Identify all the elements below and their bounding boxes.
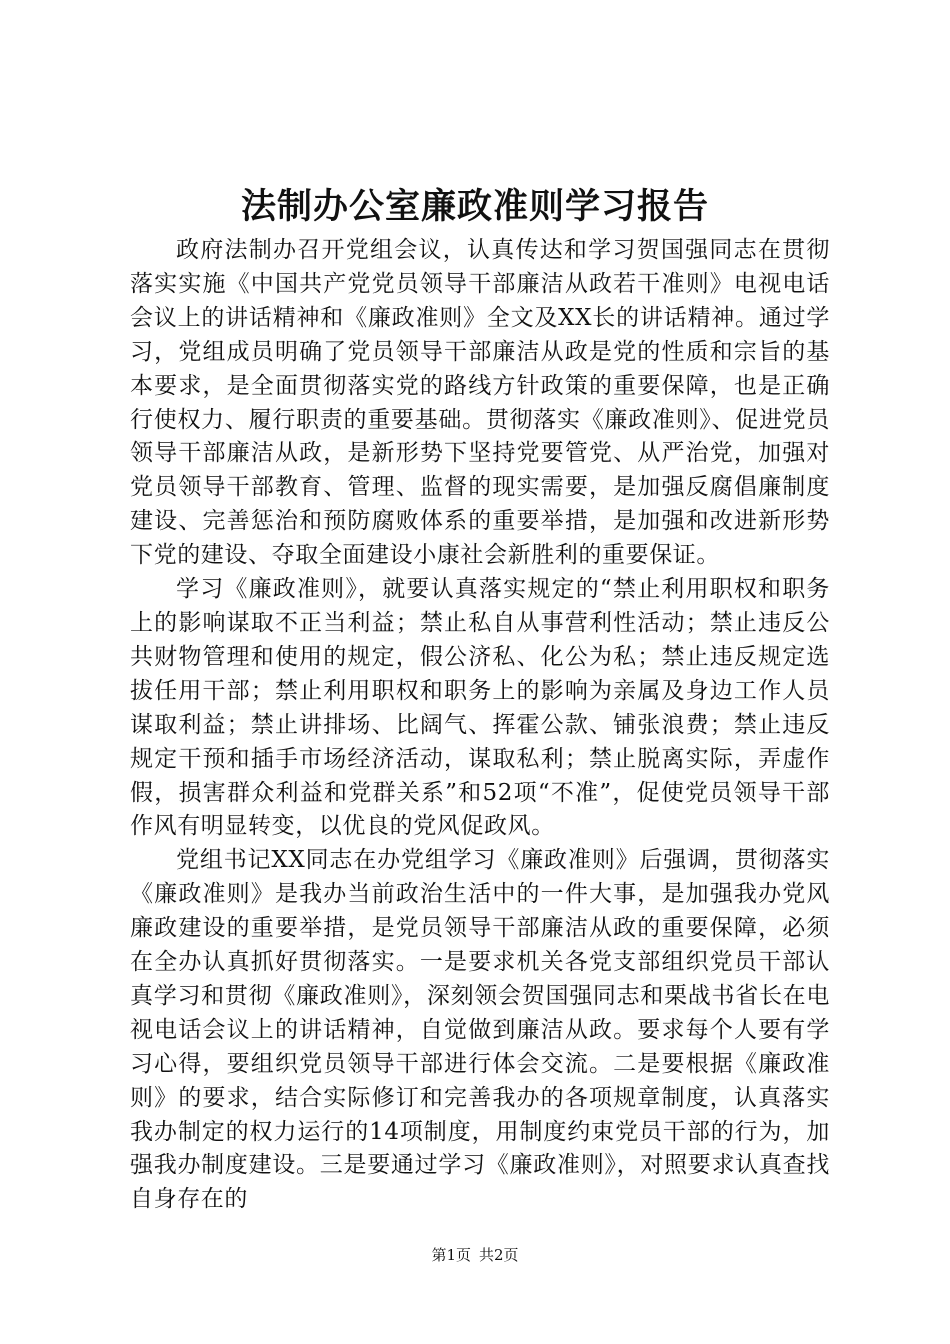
- document-body: [130, 234, 830, 1217]
- page-number: 第1页: [431, 1246, 471, 1264]
- page-footer: [0, 1245, 950, 1265]
- document-title: 法制办公室廉政准则学习报告: [240, 186, 709, 227]
- paragraph-2: 学习《廉政准则》，就要认真落实规定的“禁止利用职权和职务上的影响谋取不正当利益；禁止私自从事营利性活动；禁止违反公共财物管理和使用的规定，假公济私、化公为私；禁止违反规定选拔任用干部；禁止利用职权和职务上的影响为亲属及身边工作人员谋取利益；禁止讲排场、比阔气、挥霍公款、铺张浪费；禁止违反规定干预和插手市场经济活动，谋取私利；禁止脱离实际，弄虚作假，损害群众利益和党群关系”和52项“不准”，促使党员领导干部作风有明显转变，以优良的党风促政风。: [130, 576, 830, 840]
- paragraph-1: 政府法制办召开党组会议，认真传达和学习贺国强同志在贯彻落实实施《中国共产党党员领导干部廉洁从政若干准则》电视电话会议上的讲话精神和《廉政准则》全文及XX长的讲话精神。通过学习，党组成员明确了党员领导干部廉洁从政是党的性质和宗旨的基本要求，是全面贯彻落实党的路线方针政策的重要保障，也是正确行使权力、履行职责的重要基础。贯彻落实《廉政准则》、促进党员领导干部廉洁从政，是新形势下坚持党要管党、从严治党，加强对党员领导干部教育、管理、监督的现实需要，是加强反腐倡廉制度建设、完善惩治和预防腐败体系的重要举措，是加强和改进新形势下党的建设、夺取全面建设小康社会新胜利的重要保证。: [130, 237, 830, 569]
- page-total: 共2页: [479, 1246, 519, 1264]
- paragraph-3: 党组书记XX同志在办党组学习《廉政准则》后强调，贯彻落实《廉政准则》是我办当前政治生活中的一件大事，是加强我办党风廉政建设的重要举措，是党员领导干部廉洁从政的重要保障，必须在全办认真抓好贯彻落实。一是要求机关各党支部组织党员干部认真学习和贯彻《廉政准则》，深刻领会贺国强同志和栗战书省长在电视电话会议上的讲话精神，自觉做到廉洁从政。要求每个人要有学习心得，要组织党员领导干部进行体会交流。二是要根据《廉政准则》的要求，结合实际修订和完善我办的各项规章制度，认真落实我办制定的权力运行的14项制度，用制度约束党员干部的行为，加强我办制度建设。三是要通过学习《廉政准则》，对照要求认真查找自身存在的: [130, 847, 830, 1213]
